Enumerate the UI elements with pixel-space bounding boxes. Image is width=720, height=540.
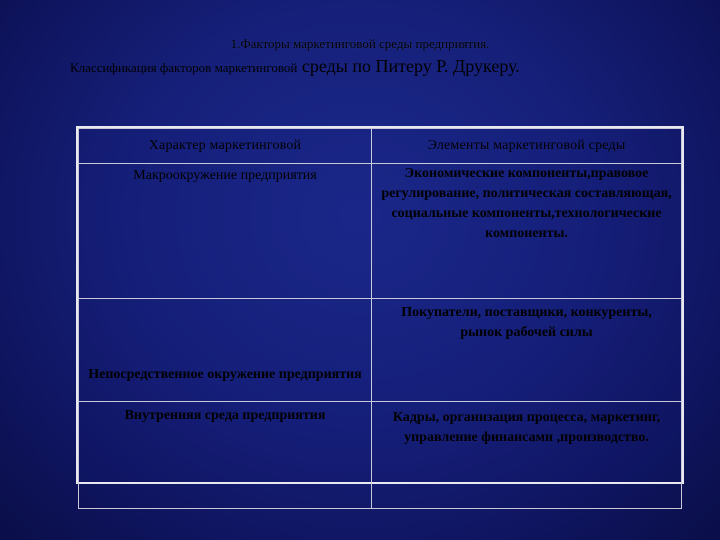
row-character: Макроокружение предприятия (79, 164, 372, 299)
table-row (79, 164, 682, 299)
subtitle-small-part: Классификация факторов маркетинговой (70, 60, 298, 75)
slide-title: 1.Факторы маркетинговой среды предприятия. (230, 36, 490, 51)
row-elements: Кадры, организация процесса, маркетинг, управление финансами ,производство. (372, 402, 682, 509)
row-character: Непосредственное окружение предприятия (79, 299, 372, 402)
table-row (79, 299, 682, 402)
subtitle-large-part: среды по Питеру Р. Друкеру. (297, 56, 520, 76)
header-character: Характер маркетинговой (79, 129, 372, 164)
slide-subtitle (70, 56, 710, 77)
classification-table (76, 126, 684, 484)
row-elements: Экономические компоненты,правовое регулирование, политическая составляющая, социальные компоненты,технологические компоненты. (372, 164, 682, 299)
row-character: Внутренняя среда предприятия (79, 402, 372, 509)
table-row (79, 402, 682, 509)
table-header-row (79, 129, 682, 164)
header-elements: Элементы маркетинговой среды (372, 129, 682, 164)
row-elements: Покупатели, поставщики, конкуренты, рынок рабочей силы (372, 299, 682, 402)
